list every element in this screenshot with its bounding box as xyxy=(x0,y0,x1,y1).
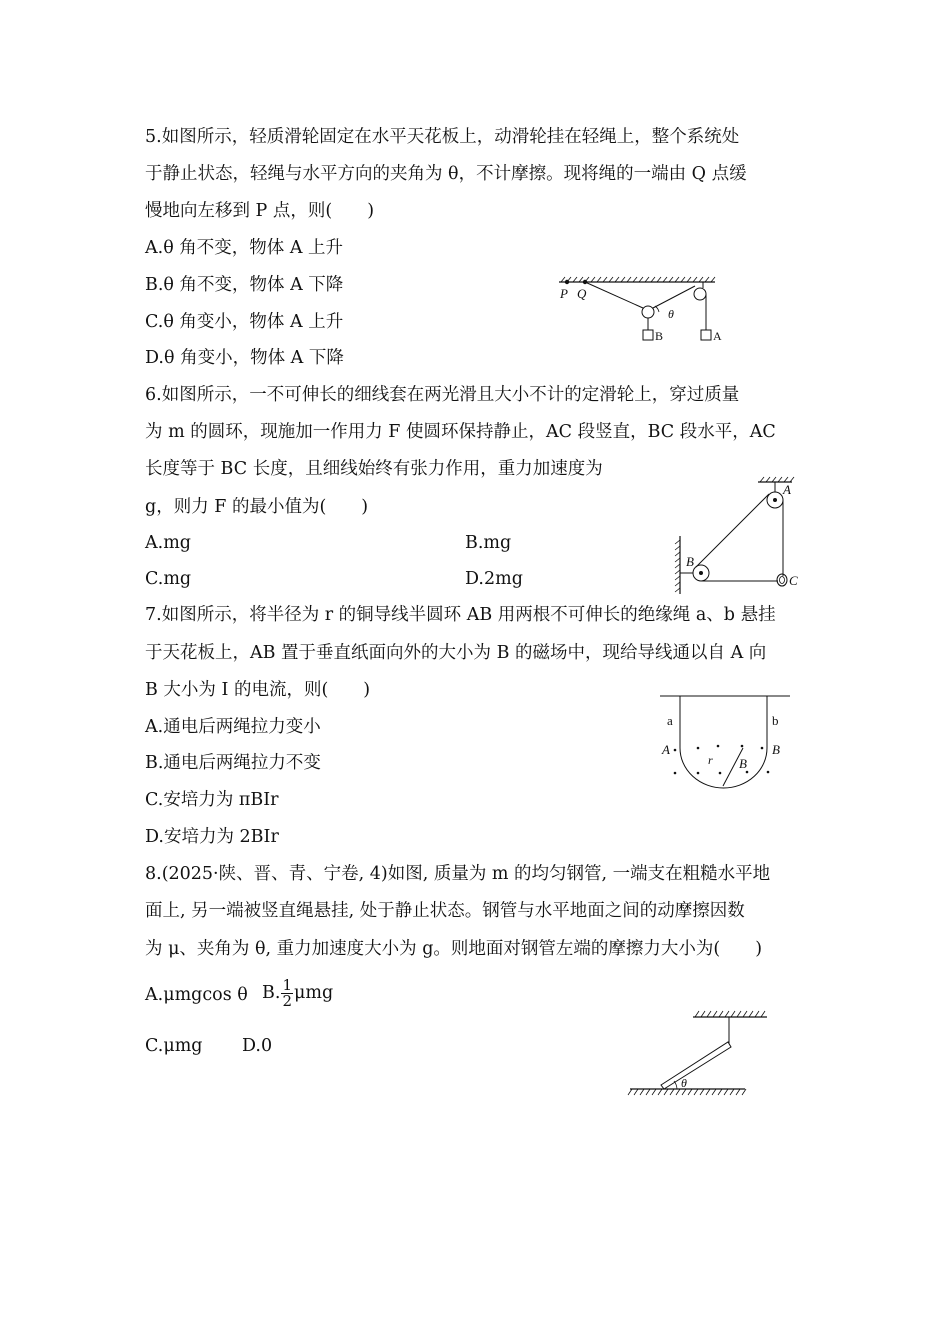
q8-option-b-suffix: μmg xyxy=(293,983,334,1003)
q8-option-c: C.μmg xyxy=(145,1036,203,1056)
q5-label-q: Q xyxy=(577,286,587,301)
q7-semicircle-figure xyxy=(655,690,795,795)
q7-label-end-b: B xyxy=(772,742,780,757)
q8-option-b xyxy=(262,978,333,1009)
q5-option-a: A.θ 角不变，物体 A 上升 xyxy=(145,238,344,258)
q8-fraction-denominator: 2 xyxy=(282,992,292,1010)
q8-line-1: 8.(2025·陕、晋、青、宁卷, 4)如图, 质量为 m 的均匀钢管, 一端支在粗糙水平地 xyxy=(145,864,771,884)
q7-line-1: 7.如图所示，将半径为 r 的铜导线半圆环 AB 用两根不可伸长的绝缘绳 a、b 悬挂 xyxy=(145,605,776,625)
q5-pulley-figure xyxy=(555,274,725,349)
q7-option-c: C.安培力为 πBIr xyxy=(145,790,279,810)
q8-option-b-fraction xyxy=(281,978,293,1009)
q8-line-2: 面上, 另一端被竖直绳悬挂, 处于静止状态。钢管与水平地面之间的动摩擦因数 xyxy=(145,901,745,921)
q6-label-b: B xyxy=(686,554,694,569)
q5-label-theta: θ xyxy=(668,307,674,321)
q7-label-a: a xyxy=(667,713,673,728)
q7-label-field: B xyxy=(739,756,747,771)
q6-line-2: 为 m 的圆环，现施加一作用力 F 使圆环保持静止，AC 段竖直，BC 段水平，AC xyxy=(145,422,776,442)
q7-line-2: 于天花板上，AB 置于垂直纸面向外的大小为 B 的磁场中，现给导线通以自 A 向 xyxy=(145,643,767,663)
q8-line-3: 为 μ、夹角为 θ, 重力加速度大小为 g。则地面对钢管左端的摩擦力大小为( ) xyxy=(145,939,763,959)
q8-option-a: A.μmgcos θ xyxy=(145,985,248,1005)
q6-label-c: C xyxy=(789,573,798,588)
q5-label-p: P xyxy=(560,286,568,301)
q5-option-b: B.θ 角不变，物体 A 下降 xyxy=(145,275,344,295)
q7-option-d: D.安培力为 2BIr xyxy=(145,827,279,847)
q7-label-r: r xyxy=(708,753,713,767)
q5-line-3: 慢地向左移到 P 点，则( ) xyxy=(145,201,375,221)
q6-label-a: A xyxy=(783,482,791,497)
q7-option-a: A.通电后两绳拉力变小 xyxy=(145,717,321,737)
q8-label-theta: θ xyxy=(681,1076,687,1090)
q5-line-1: 5.如图所示，轻质滑轮固定在水平天花板上，动滑轮挂在轻绳上，整个系统处 xyxy=(145,127,740,147)
q5-option-c: C.θ 角变小，物体 A 上升 xyxy=(145,312,344,332)
q6-option-b: B.mg xyxy=(465,533,512,553)
q8-pipe-figure xyxy=(625,1005,775,1105)
q5-label-a: A xyxy=(713,329,722,343)
q5-label-b: B xyxy=(655,329,664,343)
q7-option-b: B.通电后两绳拉力不变 xyxy=(145,753,321,773)
q6-line-1: 6.如图所示，一不可伸长的细线套在两光滑且大小不计的定滑轮上，穿过质量 xyxy=(145,385,740,405)
q6-option-a: A.mg xyxy=(145,533,191,553)
q6-option-c: C.mg xyxy=(145,569,192,589)
q7-label-b: b xyxy=(772,713,779,728)
q6-ring-figure xyxy=(672,476,807,594)
q6-option-d: D.2mg xyxy=(465,569,523,589)
q5-line-2: 于静止状态，轻绳与水平方向的夹角为 θ，不计摩擦。现将绳的一端由 Q 点缓 xyxy=(145,164,747,184)
q7-line-3: B 大小为 I 的电流，则( ) xyxy=(145,680,371,700)
q8-option-b-prefix: B. xyxy=(262,983,281,1003)
q8-fraction-numerator: 1 xyxy=(282,976,292,994)
q7-label-end-a: A xyxy=(662,742,670,757)
q8-option-d: D.0 xyxy=(242,1036,273,1056)
q5-option-d: D.θ 角变小，物体 A 下降 xyxy=(145,348,344,368)
q6-line-3: 长度等于 BC 长度，且细线始终有张力作用，重力加速度为 xyxy=(145,459,603,479)
q6-line-4: g，则力 F 的最小值为( ) xyxy=(145,497,369,517)
